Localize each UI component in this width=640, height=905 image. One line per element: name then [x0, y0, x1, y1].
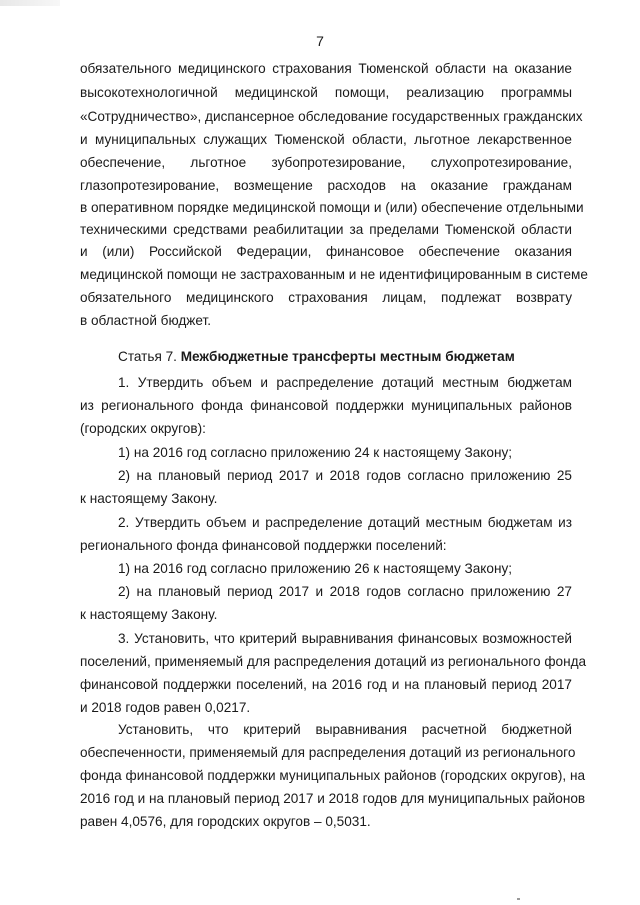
text-line: Установить, что критерий выравнивания расчетной бюджетной — [118, 722, 572, 737]
text-line: обязательного медицинского страхования лицам, подлежат возврату — [80, 290, 572, 305]
text-line: глазопротезирование, возмещение расходов на оказание гражданам — [80, 178, 572, 193]
text-line: финансовой поддержки поселений, на 2016 год и на плановый период 2017 — [80, 677, 572, 692]
text-line: в оперативном порядке медицинской помощи и (или) обеспечение отдельными — [80, 200, 584, 215]
text-line: техническими средствами реабилитации за пределами Тюменской области — [80, 222, 572, 237]
text-line: «Сотрудничество», диспансерное обследование государственных гражданских — [80, 109, 583, 124]
text-line: из регионального фонда финансовой поддержки муниципальных районов — [80, 398, 572, 413]
text-line: медицинской помощи не застрахованным и не идентифицированным в системе — [80, 267, 588, 282]
text-line: регионального фонда финансовой поддержки поселений: — [80, 538, 447, 553]
text-line: поселений, применяемый для распределения дотаций из регионального фонда — [80, 654, 587, 669]
text-line: и (или) Российской Федерации, финансовое обеспечение оказания — [80, 244, 572, 259]
article-title: Межбюджетные трансферты местным бюджетам — [180, 349, 515, 364]
scan-artifact — [0, 0, 60, 6]
text-line: и 2018 годов равен 0,0217. — [80, 700, 251, 715]
text-line: 3. Установить, что критерий выравнивания финансовых возможностей — [118, 631, 572, 646]
page-number: 7 — [316, 33, 324, 49]
text-line: высокотехнологичной медицинской помощи, реализацию программы — [80, 85, 572, 100]
subitem: 1) на 2016 год согласно приложению 24 к настоящему Закону; — [118, 445, 513, 460]
text-line: 1. Утвердить объем и распределение дотаций местным бюджетам — [118, 375, 572, 390]
article-heading — [118, 348, 572, 366]
text-line: фонда финансовой поддержки муниципальных районов (городских округов), на — [80, 768, 586, 783]
article-number: Статья 7. — [118, 349, 177, 364]
subitem: 2) на плановый период 2017 и 2018 годов согласно приложению 27 — [118, 584, 572, 599]
text-line: 2016 год и на плановый период 2017 и 2018 годов для муниципальных районов — [80, 791, 586, 806]
text-line: равен 4,0576, для городских округов – 0,5031. — [80, 814, 371, 829]
text-line: обязательного медицинского страхования Тюменской области на оказание — [80, 61, 572, 76]
text-line: в областной бюджет. — [80, 313, 211, 328]
scan-artifact — [517, 898, 520, 900]
text-line: к настоящему Закону. — [80, 491, 218, 506]
text-line: и муниципальных служащих Тюменской области, льготное лекарственное — [80, 132, 572, 147]
text-line: (городских округов): — [80, 421, 206, 436]
text-line: к настоящему Закону. — [80, 607, 218, 622]
text-line: обеспечение, льготное зубопротезирование, слухопротезирование, — [80, 155, 572, 170]
text-line: 2. Утвердить объем и распределение дотаций местным бюджетам из — [118, 515, 572, 530]
subitem: 1) на 2016 год согласно приложению 26 к настоящему Закону; — [118, 561, 513, 576]
subitem: 2) на плановый период 2017 и 2018 годов согласно приложению 25 — [118, 468, 572, 483]
text-line: обеспеченности, применяемый для распределения дотаций из регионального — [80, 745, 576, 760]
